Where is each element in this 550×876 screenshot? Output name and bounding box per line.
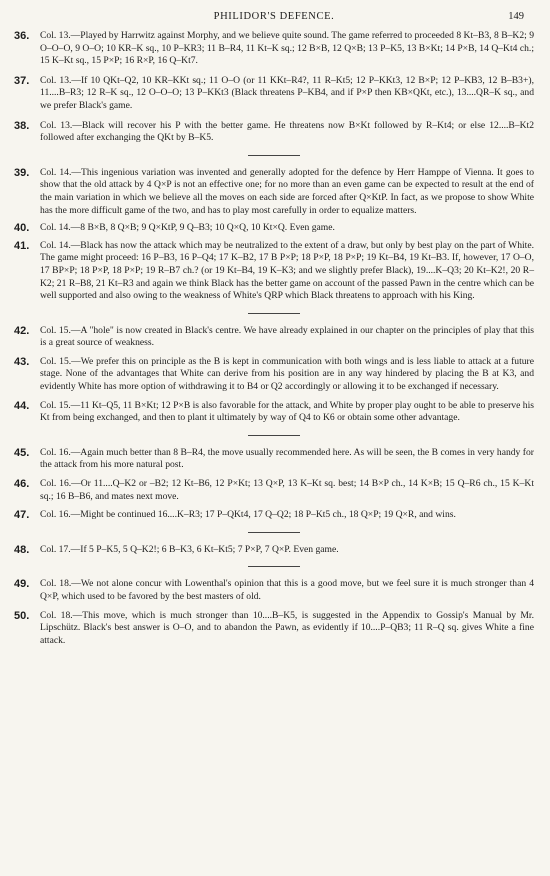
- note-number: 43.: [14, 355, 30, 368]
- note-number: 45.: [14, 446, 30, 459]
- note-number: 50.: [14, 609, 30, 622]
- note-46: [14, 478, 534, 503]
- note-43: [14, 356, 534, 394]
- page-number: 149: [508, 11, 524, 22]
- note-text: Col. 16.—Again much better than 8 B–R4, the move usually recommended here. As will be seen, the B comes in very handy for the attack from his more natural post.: [40, 446, 534, 471]
- note-text: Col. 18.—We not alone concur with Lowenthal's opinion that this is a good move, but we feel sure it is much stronger than 4 Q×P, which used to be favored by the best masters of old.: [40, 578, 534, 602]
- section-divider: [248, 155, 300, 156]
- note-text: Col. 14.—This ingenious variation was invented and generally adopted for the defence by Herr Hamppe of Vienna. It goes to show that the old attack by 4 Q×P is not an effective one; for no more than an even game can be expected to result at the end of the main variation in which we believe all the moves on each side are forced after Q×KtP. In fact, as we propose to show White has the more difficult game of the two, and has to play most carefully in order to equalize matters.: [40, 166, 534, 216]
- note-36: [14, 30, 534, 68]
- running-title: PHILIDOR'S DEFENCE.: [213, 11, 335, 22]
- note-text: Col. 17.—If 5 P–K5, 5 Q–K2!; 6 B–K3, 6 Kt–Kt5; 7 P×P, 7 Q×P. Even game.: [40, 543, 339, 555]
- note-number: 38.: [14, 119, 30, 132]
- section-divider: [248, 435, 300, 436]
- note-number: 44.: [14, 399, 30, 412]
- note-39: [14, 167, 534, 217]
- note-text: Col. 13.—Black will recover his P with the better game. He threatens now B×Kt followed by R–Kt4; or else 12....B–Kt2 followed after exchanging the QKt by B–K5.: [40, 119, 534, 144]
- note-number: 42.: [14, 324, 30, 337]
- note-37: [14, 75, 534, 113]
- note-number: 47.: [14, 509, 30, 522]
- note-text: Col. 14.—Black has now the attack which may be neutralized to the extent of a draw, but only by best play on the part of White. The game might proceed: 16 P–B3, 16 P–Q4; 17 K–B2, 17 B P×P; 18 P×P, 18 P×P; 19 Kt–B4, 19 Kt–B3. If, however, 17 O–O, 17 BP×P; 18 P×P, 18 P×P; 19 R–B7 ch.? (or 19 Kt–B4, 19 K–K3; and we slightly prefer Black), 19....K–Q3; 20 Kt–K2!, 20 R–K2; 21 R–B8, 21 Kt–R3 and again we think Black has the better game on account of the passed Pawn in the centre which can be well supported and also owing to the weakness of White's QRP which Black threatens to approach with his King.: [40, 239, 534, 302]
- note-text: Col. 16.—Or 11....Q–K2 or –B2; 12 Kt–B6, 12 P×Kt; 13 Q×P, 13 K–Kt sq. best; 14 B×P ch., 14 K×B; 15 Q–R6 ch., 15 K–Kt sq.; 16 B–B6, and mates next move.: [40, 478, 534, 502]
- section-divider: [248, 313, 300, 314]
- page-header: [14, 8, 534, 28]
- note-number: 49.: [14, 578, 30, 591]
- note-text: Col. 16.—Might be continued 16....K–R3; 17 P–QKt4, 17 Q–Q2; 18 P–Kt5 ch., 18 Q×P; 19 Q×R, and wins.: [40, 509, 456, 521]
- note-42: [14, 325, 534, 350]
- section-divider: [248, 566, 300, 567]
- note-number: 39.: [14, 166, 30, 179]
- note-44: [14, 400, 534, 425]
- note-text: Col. 13.—Played by Harrwitz against Morphy, and we believe quite sound. The game referred to proceeded 8 Kt–B3, 8 B–K2; 9 O–O–O, 9 O–O; 10 KR–K sq., 10 P–KR3; 11 B–R4, 11 Kt–K sq.; 12 B×B, 12 Q×B; 13 P–K5, 13 B×Kt; 14 P×B, 14 Q–Kt4 ch.; 15 K–Kt sq., 15 P×P; 16 R×P, 16 Q–Kt7.: [40, 30, 534, 67]
- note-41: [14, 240, 534, 303]
- note-text: Col. 13.—If 10 QKt–Q2, 10 KR–KKt sq.; 11 O–O (or 11 KKt–R4?, 11 R–Kt5; 12 P–KKt3, 12 B×P; 12 P–KB3, 12 B–B3+), 11....B–R3; 12 R–K sq., 12 O–O–O; 13 P–KKt3 (Black threatens P–KB4, and if P×P then KB×QKt, etc.), 13....QR–K sq., and we prefer Black's game.: [40, 74, 534, 111]
- note-text: Col. 14.—8 B×B, 8 Q×B; 9 Q×KtP, 9 Q–B3; 10 Q×Q, 10 Kt×Q. Even game.: [40, 222, 335, 234]
- note-48: [14, 544, 534, 557]
- note-number: 40.: [14, 222, 30, 235]
- note-number: 41.: [14, 239, 30, 252]
- note-50: [14, 610, 534, 648]
- note-38: [14, 120, 534, 145]
- note-number: 37.: [14, 74, 30, 87]
- note-number: 48.: [14, 543, 30, 556]
- note-text: Col. 15.—11 Kt–Q5, 11 B×Kt; 12 P×B is also favorable for the attack, and White by proper play ought to be able to preserve his Kt from being exchanged, and then to plant it ultimately by way of Q4 to K6 or obtain some other advantage.: [40, 399, 534, 424]
- section-divider: [248, 532, 300, 533]
- note-47: [14, 509, 534, 522]
- note-text: Col. 15.—A "hole" is now created in Black's centre. We have already explained in our chapter on the principles of play that this is a great source of weakness.: [40, 324, 534, 349]
- note-40: [14, 222, 534, 235]
- note-text: Col. 15.—We prefer this on principle as the B is kept in communication with both wings and is less liable to attack at a future stage. None of the advantages that White can derive from his position are in any way hindered by placing the B at K3, and evidently White has more option of withdrawing it to B4 or Q2 accordingly or allowing it to be exchanged if necessary.: [40, 355, 534, 393]
- note-49: [14, 578, 534, 603]
- note-number: 46.: [14, 478, 30, 491]
- note-text: Col. 18.—This move, which is much stronger than 10....B–K5, is suggested in the Appendix to Gossip's Manual by Mr. Lipschütz. Black's best answer is O–O, and to abandon the Pawn, as evidently if 10....P–QB3; 11 R–Q sq. gives White a fine attack.: [40, 609, 534, 646]
- note-45: [14, 447, 534, 472]
- note-number: 36.: [14, 30, 30, 42]
